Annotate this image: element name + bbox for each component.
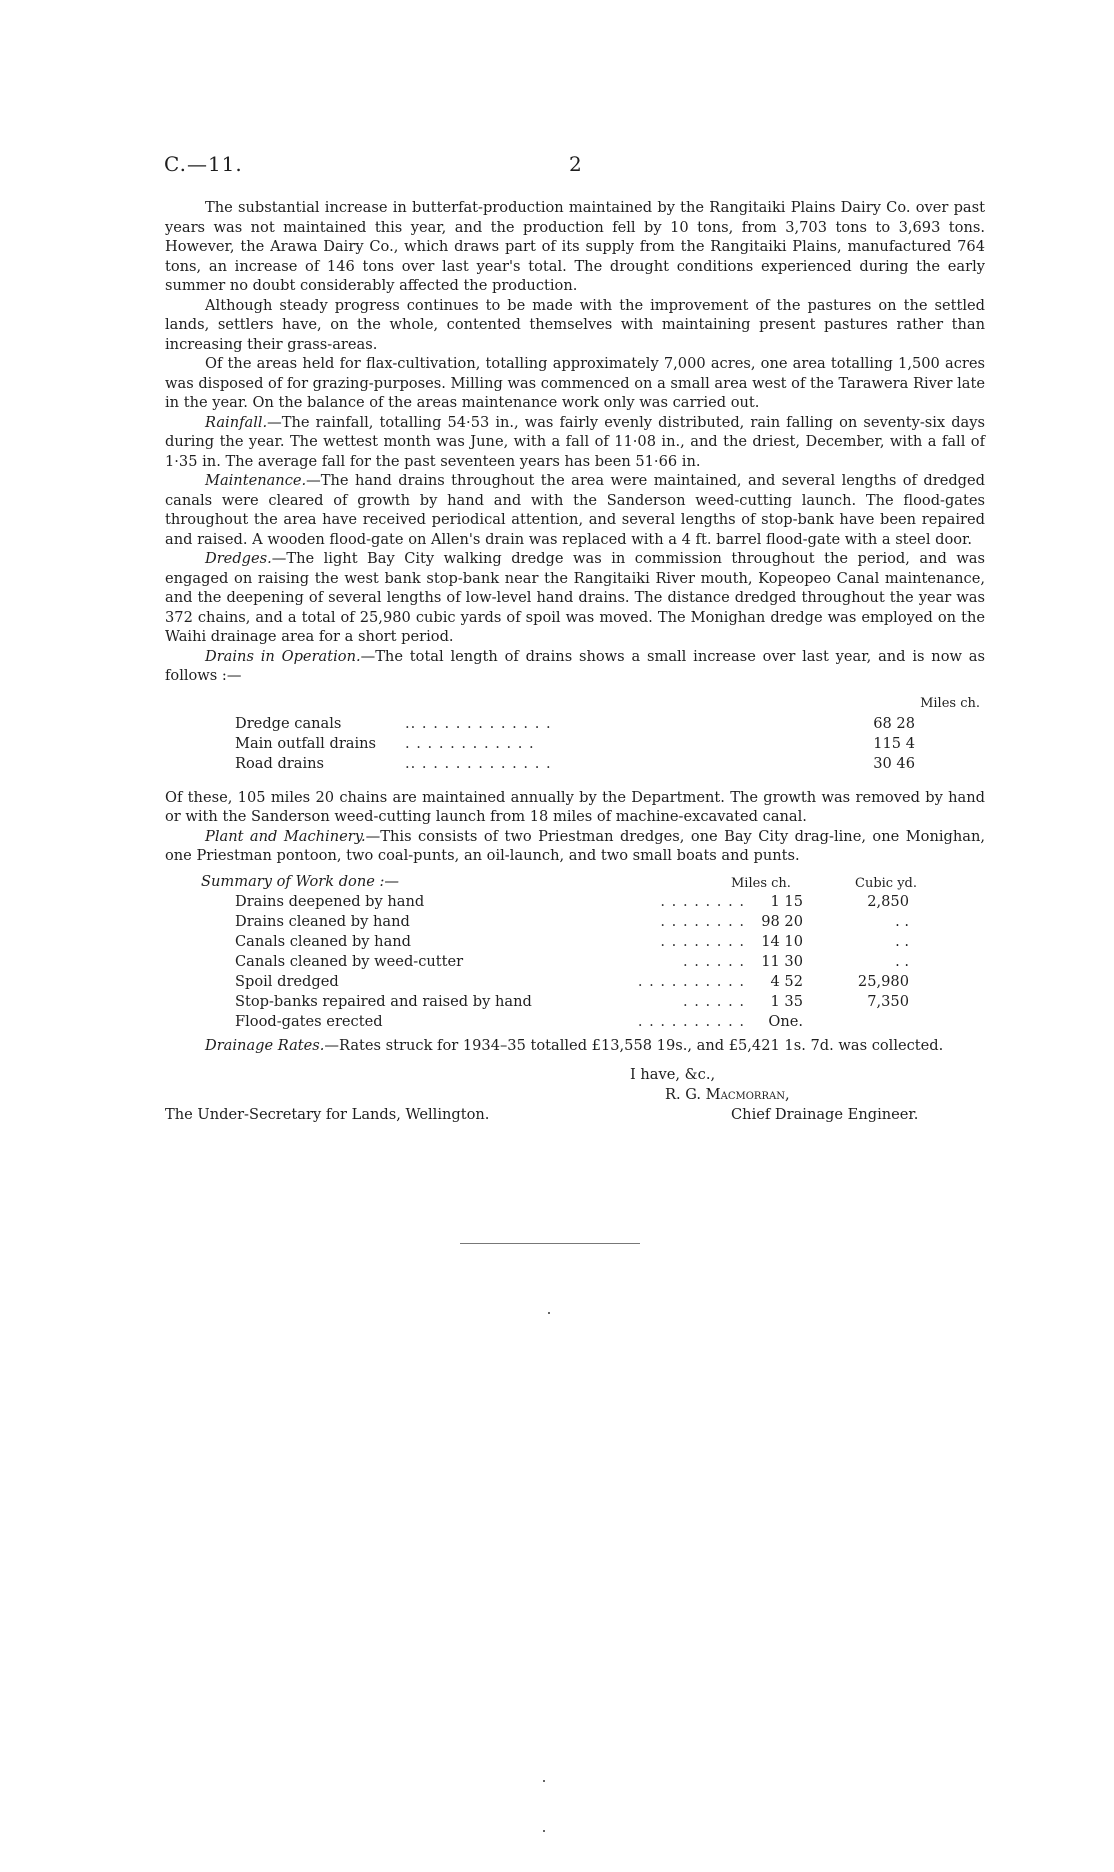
scan-speck [543, 1780, 545, 1782]
work-label: Canals cleaned by weed-cutter [235, 952, 464, 970]
plant-heading: Plant and Machinery. [205, 827, 366, 845]
dredges-heading: Dredges. [205, 550, 272, 567]
paragraph-rainfall [165, 413, 985, 472]
drain-label: Road drains [235, 754, 325, 772]
leader-dots: . . . . . . . . . . [637, 972, 745, 990]
table-row [235, 952, 935, 972]
signatory-title: Chief Drainage Engineer. [731, 1106, 919, 1123]
work-cubic: 25,980 [857, 972, 909, 990]
work-cubic: 7,350 [867, 992, 909, 1010]
drains-table [165, 694, 985, 774]
paragraph-plant [165, 827, 985, 866]
table-row [235, 714, 915, 734]
scan-speck [543, 1830, 545, 1832]
page-number: 2 [569, 152, 582, 176]
leader-dots: . . . . . . [682, 952, 745, 970]
paragraph-dredges [165, 549, 985, 647]
table-row [235, 972, 935, 992]
rainfall-text: —The rainfall, totalling 54·53 in., was fairly evenly distributed, rain falling on seventy-six days during the year. The wettest month was June, with a fall of 11·08 in., and the driest, December, with a fall of 1·35 in. The average fall for the past seventeen years has been 51·66 in. [165, 413, 985, 470]
work-label: Spoil dredged [235, 972, 339, 990]
paragraph-drainage-rates [165, 1036, 985, 1056]
closing-rule [460, 1243, 640, 1244]
work-miles: 98 20 [761, 912, 803, 930]
work-miles: 1 35 [770, 992, 803, 1010]
work-miles: 4 52 [770, 972, 803, 990]
drains-table-header: Miles ch. [920, 695, 980, 711]
summary-col-miles: Miles ch. [731, 875, 791, 891]
dredges-text: —The light Bay City walking dredge was in commission throughout the period, and was engaged on raising the west bank stop-bank near the Rangitaiki River mouth, Kopeopeo Canal maintenance, and the deepening of several lengths of low-level hand drains. The distance dredged throughout the year was 372 chains, and a total of 25,980 cubic yards of spoil was moved. The Monighan dredge was employed on the Waihi drainage area for a short period. [165, 550, 985, 645]
document-body [165, 198, 985, 1135]
table-row [235, 992, 935, 1012]
work-label: Stop-banks repaired and raised by hand [235, 992, 532, 1010]
leader-dots: .. . . . . . . . . . . . . [405, 754, 552, 772]
work-cubic: . . [895, 912, 909, 930]
work-cubic: 2,850 [867, 892, 909, 910]
document-reference: C.—11. [164, 152, 243, 176]
paragraph-drains-operation [165, 647, 985, 686]
paragraph-maintenance [165, 471, 985, 549]
work-miles: 11 30 [761, 952, 803, 970]
work-label: Drains deepened by hand [235, 892, 425, 910]
drain-value: 68 28 [873, 714, 915, 732]
table-row [235, 932, 935, 952]
summary-title: Summary of Work done :— [201, 872, 400, 890]
leader-dots: . . . . . . . . . . [637, 1012, 745, 1030]
work-miles: One. [768, 1012, 803, 1030]
table-row [235, 912, 935, 932]
leader-dots: .. . . . . . . . . . . . . [405, 714, 552, 732]
table-row [235, 1012, 935, 1032]
drains-operation-text: —The total length of drains shows a small increase over last year, and is now as follows :— [165, 647, 985, 684]
summary-col-cubic: Cubic yd. [855, 875, 918, 891]
drain-value: 115 4 [873, 734, 915, 752]
signature-block [165, 1065, 985, 1135]
leader-dots: . . . . . . . . [660, 912, 745, 930]
paragraph-pastures: Although steady progress continues to be made with the improvement of the pastures on the settled lands, settlers have, on the whole, contented themselves with maintaining present pastures rather than increasing their grass-areas. [165, 296, 985, 353]
scan-speck [548, 1312, 550, 1314]
plant-text: —This consists of two Priestman dredges, one Bay City drag-line, one Monighan, one Priestman pontoon, two coal-punts, an oil-launch, and two small boats and punts. [165, 827, 985, 864]
drainage-rates-heading: Drainage Rates. [205, 1036, 325, 1054]
table-row [235, 734, 915, 754]
work-miles: 1 15 [770, 892, 803, 910]
work-cubic: . . [895, 932, 909, 950]
table-row [235, 754, 915, 774]
paragraph-dairy: The substantial increase in butterfat-production maintained by the Rangitaiki Plains Dairy Co. over past years was not maintained this year, and the production fell by 10 tons, from 3,703 tons to 3,693 tons. However, the Arawa Dairy Co., which draws part of its supply from the Rangitaiki Plains, manufactured 764 tons, an increase of 146 tons over last year's total. The drought conditions experienced during the early summer no doubt considerably affected the production. [165, 199, 985, 294]
maintenance-heading: Maintenance. [205, 472, 307, 489]
work-label: Flood-gates erected [235, 1012, 383, 1030]
rainfall-heading: Rainfall. [205, 413, 268, 431]
work-cubic: . . [895, 952, 909, 970]
leader-dots: . . . . . . . . [660, 932, 745, 950]
drainage-rates-text: —Rates struck for 1934–35 totalled £13,558 19s., and £5,421 1s. 7d. was collected. [324, 1036, 944, 1054]
paragraph-maintained: Of these, 105 miles 20 chains are maintained annually by the Department. The growth was removed by hand or with the Sanderson weed-cutting launch from 18 miles of machine-excavated canal. [165, 788, 985, 825]
leader-dots: . . . . . . [682, 992, 745, 1010]
leader-dots: . . . . . . . . . . . . [405, 734, 535, 752]
addressee: The Under-Secretary for Lands, Wellington. [165, 1106, 490, 1123]
summary-table [165, 872, 985, 1030]
leader-dots: . . . . . . . . [660, 892, 745, 910]
signatory-name: R. G. Macmorran, [665, 1086, 790, 1103]
work-miles: 14 10 [761, 932, 803, 950]
drains-operation-heading: Drains in Operation. [205, 647, 361, 665]
paragraph-flax: Of the areas held for flax-cultivation, totalling approximately 7,000 acres, one area totalling 1,500 acres was disposed of for grazing-purposes. Milling was commenced on a small area west of the Tarawera River late in the year. On the balance of the areas maintenance work only was carried out. [165, 355, 985, 411]
drain-label: Dredge canals [235, 714, 342, 732]
work-label: Drains cleaned by hand [235, 912, 410, 930]
closing-salutation: I have, &c., [630, 1066, 716, 1083]
work-label: Canals cleaned by hand [235, 932, 412, 950]
table-row [235, 892, 935, 912]
drain-label: Main outfall drains [235, 734, 377, 752]
maintenance-text: —The hand drains throughout the area were maintained, and several lengths of dredged canals were cleared of growth by hand and with the Sanderson weed-cutting launch. The flood-gates throughout the area have received periodical attention, and several lengths of stop-bank have been repaired and raised. A wooden flood-gate on Allen's drain was replaced with a 4 ft. barrel flood-gate with a steel door. [165, 472, 985, 548]
drain-value: 30 46 [873, 754, 915, 772]
page-header [164, 152, 984, 182]
